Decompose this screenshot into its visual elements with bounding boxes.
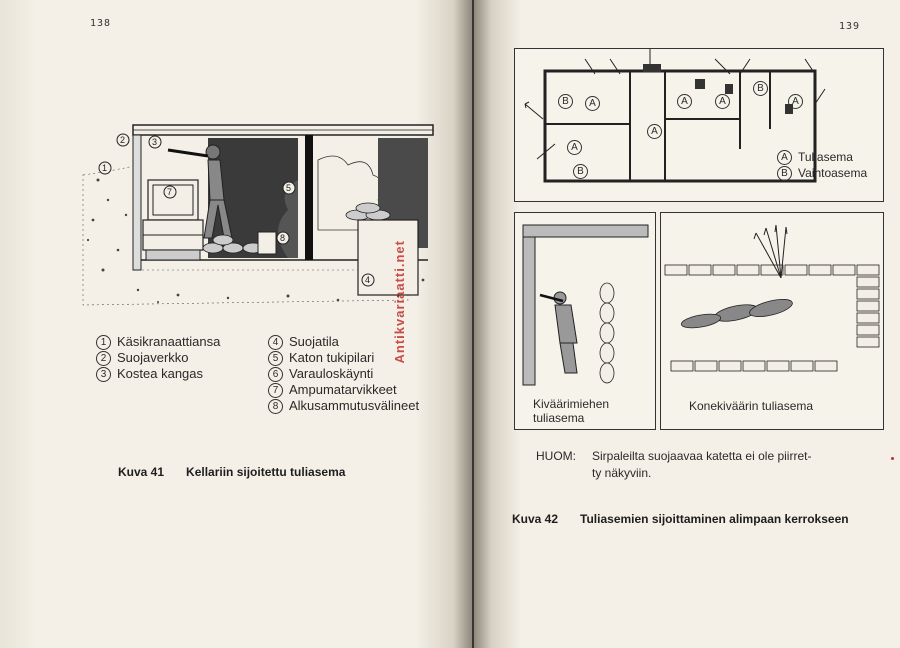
figure-callout-7: 7 [167,187,173,197]
legend-item-1 [96,334,220,350]
plan-marker-b: B [558,93,573,109]
rifleman-label: Kiväärimiehen tuliasema [533,397,610,425]
legend-item-3 [96,366,220,382]
legend-item-b: B Vaihtoasema [777,165,867,181]
legend-item-6 [268,366,419,382]
margin-dot [891,457,894,460]
rifleman-panel [514,212,656,430]
machine-gun-label: Konekiväärin tuliasema [689,399,814,413]
caption-number: Kuva 41 [118,465,165,479]
plan-marker-a: A [647,123,662,139]
legend-item-8 [268,398,419,414]
legend-number: 4 [268,335,283,350]
legend-label: Suojatila [289,334,339,349]
legend-number: 2 [96,351,111,366]
legend-label: Tuliasema [798,150,853,164]
note-label: HUOM: [536,449,576,463]
legend-label: Kostea kangas [117,366,204,381]
plan-legend [777,149,867,181]
legend-number: 7 [268,383,283,398]
plan-marker-a: A [715,93,730,109]
plan-marker-a: A [677,93,692,109]
page-number-right: 139 [839,21,861,32]
legend-label: Alkusammutusvälineet [289,398,420,413]
caption-title: Kellariin sijoitettu tuliasema [186,465,346,479]
page-number-left: 138 [90,18,112,29]
right-page [474,0,900,648]
cellar-firing-position-illustration [78,120,438,310]
figure-callout-4: 4 [365,275,371,285]
legend-item-2 [96,350,220,366]
watermark: Antikvariaatti.net [392,240,407,364]
legend-number: 8 [268,399,283,414]
plan-marker-a: A [585,95,600,111]
figure-caption-41 [118,465,345,479]
legend-number: 5 [268,351,283,366]
legend-label: Katon tukipilari [289,350,375,365]
figure-callout-8: 8 [280,233,286,243]
legend-label: Käsikranaattiansa [117,334,221,349]
legend-item-7 [268,382,419,398]
machine-gun-illustration [661,213,883,429]
figure-callout-2: 2 [120,135,126,145]
floor-plan-panel [514,48,884,202]
figure-callout-5: 5 [286,183,292,193]
caption-number: Kuva 42 [512,512,559,526]
note-text: Sirpaleilta suojaavaa katetta ei ole piirret- ty näkyviin. [592,449,812,480]
machine-gun-panel [660,212,884,430]
plan-marker-b: B [573,163,588,179]
figure-callout-1: 1 [102,163,108,173]
legend-label: Varauloskäynti [289,366,374,381]
legend-number: 6 [268,367,283,382]
legend-label: Suojaverkko [117,350,189,365]
legend-item-a: A Tuliasema [777,149,867,165]
caption-title: Tuliasemien sijoittaminen alimpaan kerrokseen [580,512,849,526]
plan-marker-a: A [567,139,582,155]
legend-column-1 [96,334,220,382]
figure-callout-3: 3 [152,137,158,147]
plan-marker-b: B [753,80,768,96]
figure-caption-42 [512,512,849,526]
plan-marker-a: A [788,93,803,109]
legend-label: Ampumatarvikkeet [289,382,397,397]
legend-number: 1 [96,335,111,350]
legend-label: Vaihtoasema [798,166,868,180]
legend-number: 3 [96,367,111,382]
